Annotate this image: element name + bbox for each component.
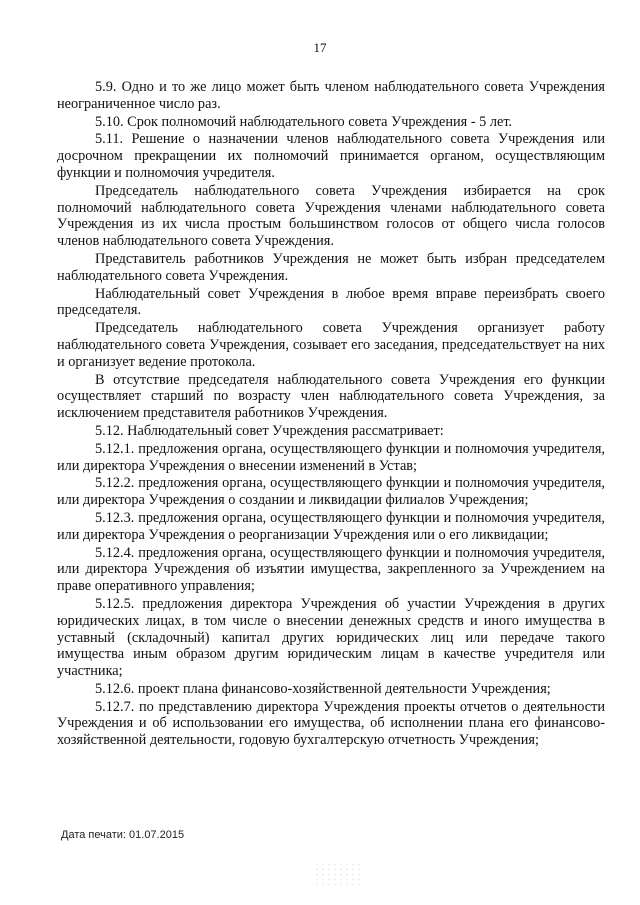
paragraph-5-12-3: 5.12.3. предложения органа, осуществляющего функции и полномочия учредителя, или директора Учреждения о реорганизации Учреждения или о его ликвидации; (57, 509, 605, 543)
document-body (57, 79, 605, 749)
paragraph-chairman-election: Председатель наблюдательного совета Учреждения избирается на срок полномочий наблюдательного совета Учреждения членами наблюдательного совета Учреждения из их числа простым большинством голосов от общего числа голосов членов наблюдательного совета Учреждения. (57, 182, 605, 250)
paragraph-5-12-4: 5.12.4. предложения органа, осуществляющего функции и полномочия учредителя, или директора Учреждения об изъятии имущества, закрепленного за Учреждением на праве оперативного управления; (57, 544, 605, 595)
paragraph-5-12-5: 5.12.5. предложения директора Учреждения об участии Учреждения в других юридических лицах, в том числе о внесении денежных средств и иного имущества в уставный (складочный) капитал других юридических лиц или передаче такого имущества иным образом другим юридическим лицам в качестве учредителя или участника; (57, 595, 605, 680)
paragraph-reelection: Наблюдательный совет Учреждения в любое время вправе переизбрать своего председателя. (57, 285, 605, 319)
paragraph-employee-representative: Представитель работников Учреждения не может быть избран председателем наблюдательного совета Учреждения. (57, 250, 605, 284)
paragraph-5-12-1: 5.12.1. предложения органа, осуществляющего функции и полномочия учредителя, или директора Учреждения о внесении изменений в Устав; (57, 440, 605, 474)
paragraph-chairman-duties: Председатель наблюдательного совета Учреждения организует работу наблюдательного совета Учреждения, созывает его заседания, председательствует на них и организует ведение протокола. (57, 320, 605, 370)
scan-artifact (314, 862, 364, 888)
paragraph-5-10: 5.10. Срок полномочий наблюдательного совета Учреждения - 5 лет. (95, 113, 513, 130)
print-date: Дата печати: 01.07.2015 (61, 829, 185, 841)
paragraph-5-12-2: 5.12.2. предложения органа, осуществляющего функции и полномочия учредителя, или директора Учреждения о создании и ликвидации филиалов Учреждения; (57, 475, 605, 509)
paragraph-5-9: 5.9. Одно и то же лицо может быть членом наблюдательного совета Учреждения неограниченное число раз. (57, 79, 605, 112)
paragraph-5-12-6: 5.12.6. проект плана финансово-хозяйственной деятельности Учреждения; (95, 680, 551, 697)
page-number: 17 (313, 40, 327, 55)
paragraph-5-11: 5.11. Решение о назначении членов наблюдательного совета Учреждения или досрочном прекращении их полномочий принимается органом, осуществляющим функции и полномочия учредителя. (57, 131, 605, 181)
paragraph-5-12: 5.12. Наблюдательный совет Учреждения рассматривает: (95, 422, 444, 439)
paragraph-chairman-absence: В отсутствие председателя наблюдательного совета Учреждения его функции осуществляет старший по возрасту член наблюдательного совета Учреждения, за исключением представителя работников Учреждения. (57, 371, 605, 422)
paragraph-5-12-7: 5.12.7. по представлению директора Учреждения проекты отчетов о деятельности Учреждения и об использовании его имущества, об исполнении плана его финансово-хозяйственной деятельности, годовую бухгалтерскую отчетность Учреждения; (57, 698, 605, 749)
